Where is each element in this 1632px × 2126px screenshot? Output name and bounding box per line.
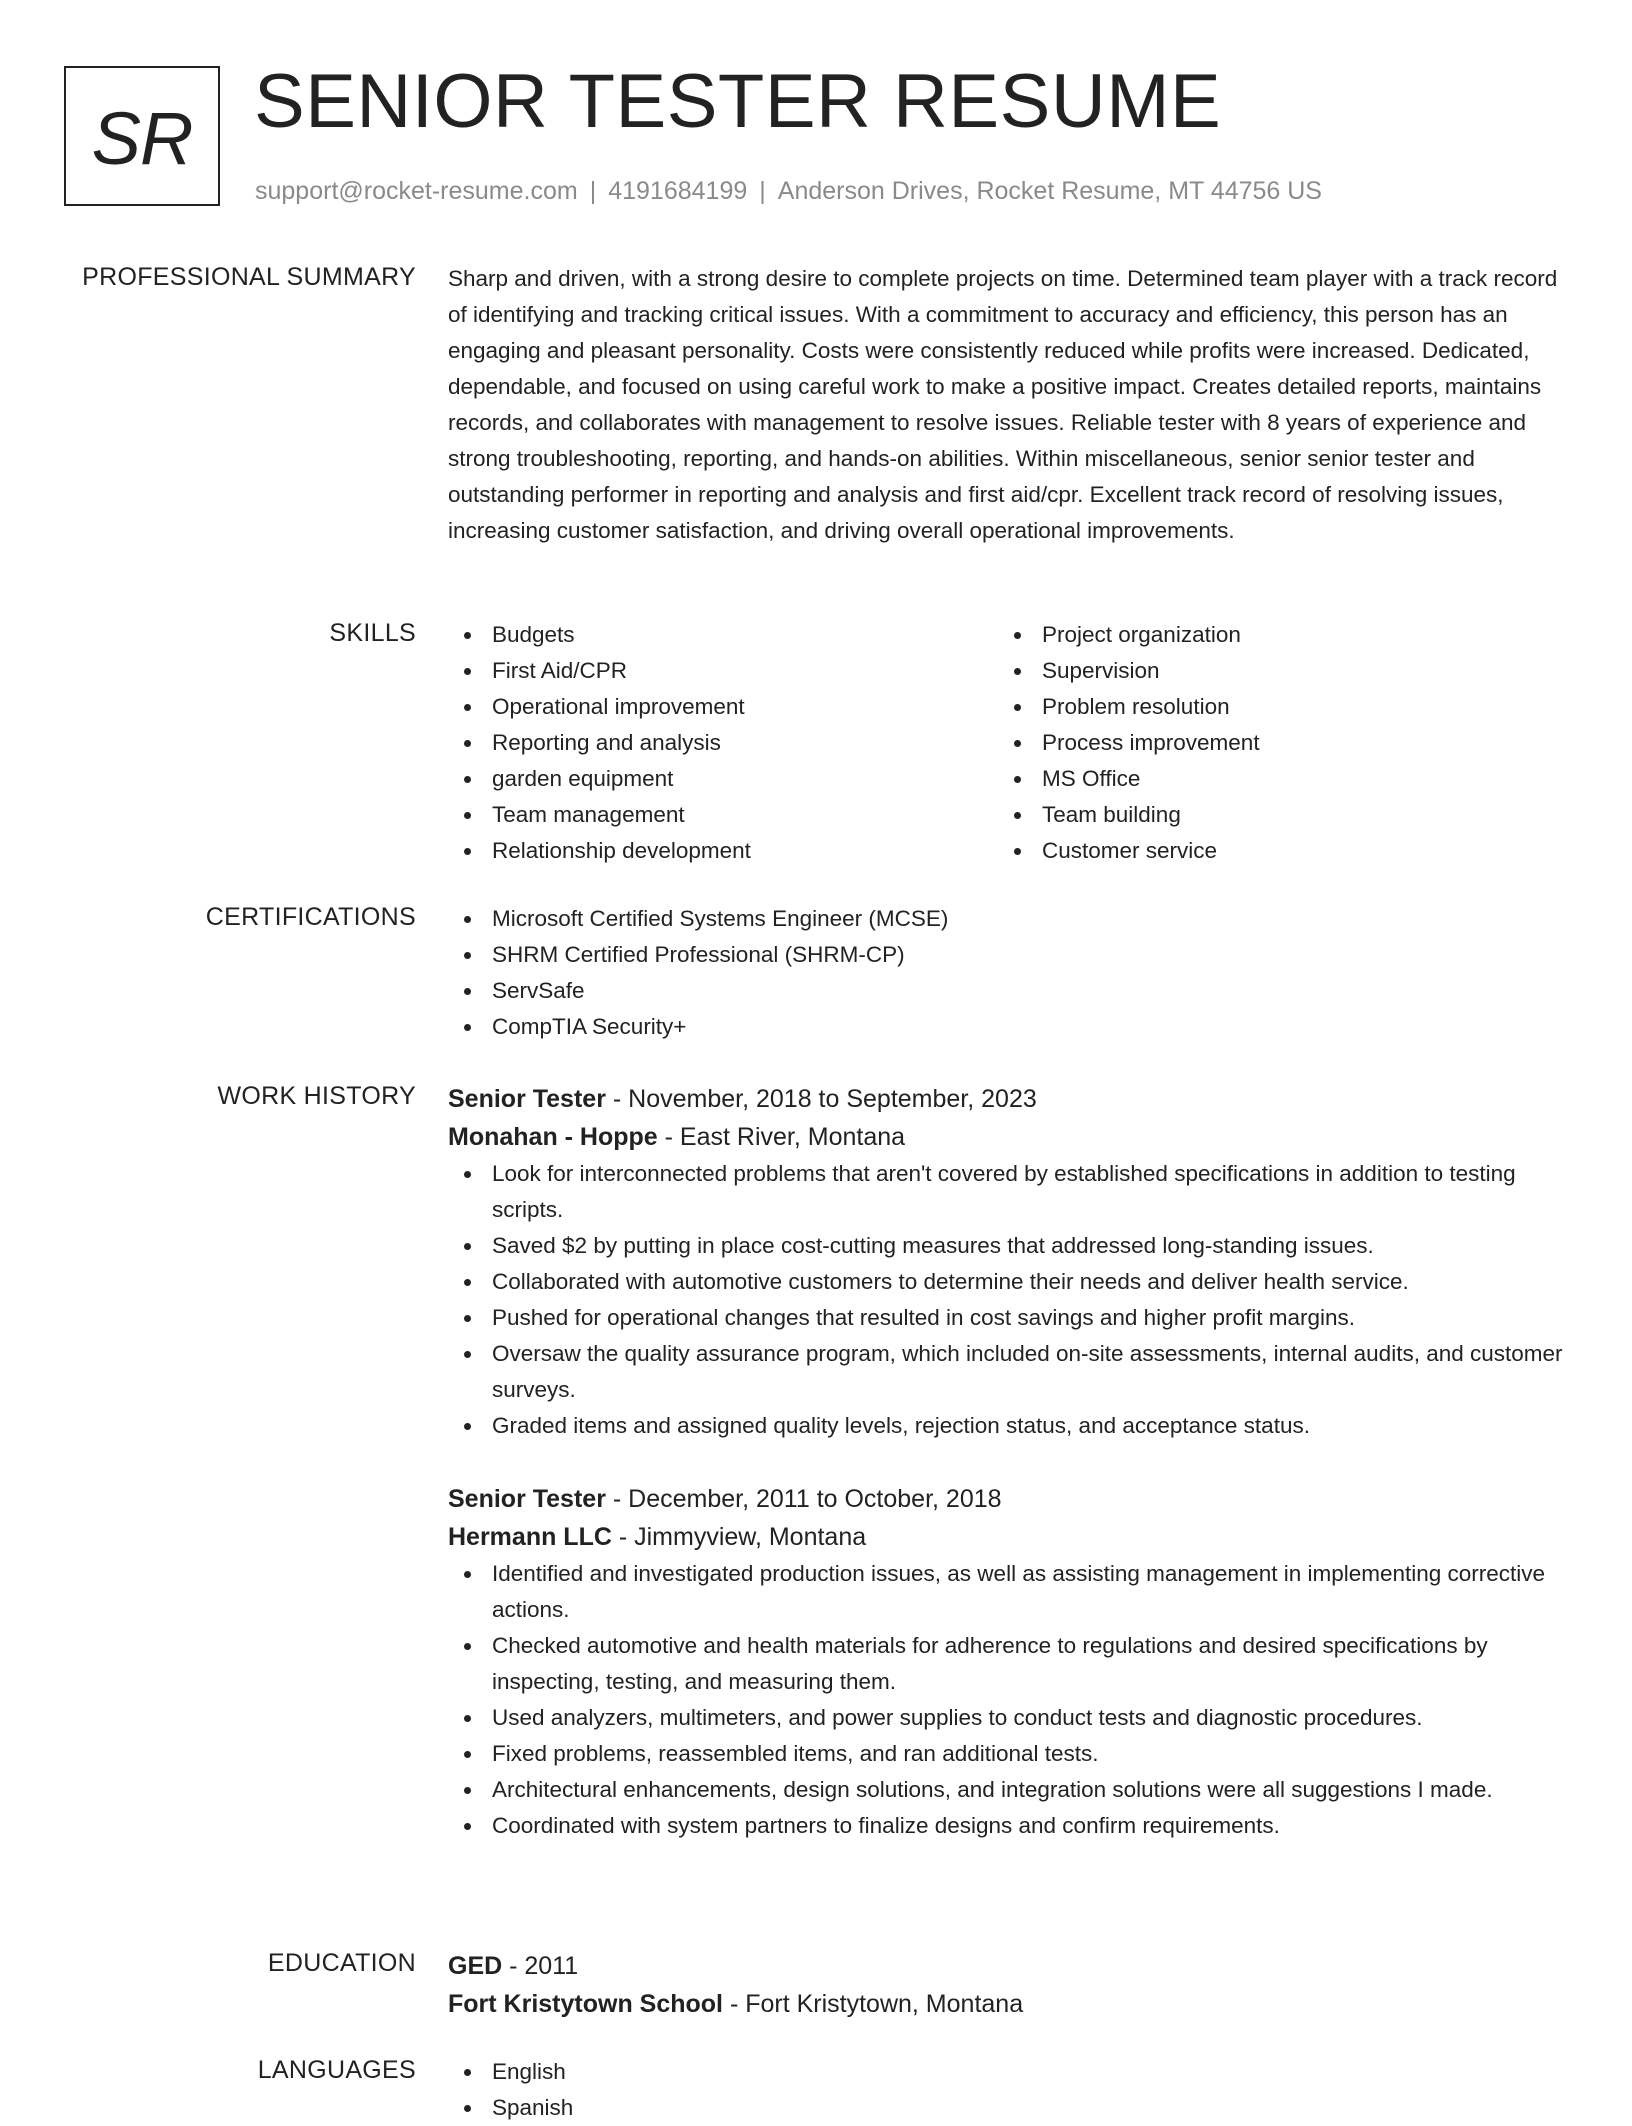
monogram-initials: SR xyxy=(91,96,193,180)
job-title-line xyxy=(448,1080,1570,1118)
section-label-languages: LANGUAGES xyxy=(257,2056,416,2084)
education-location: - Fort Kristytown, Montana xyxy=(723,1990,1024,2018)
job-company-line xyxy=(448,1518,1570,1556)
list-item: Customer service xyxy=(998,833,1548,869)
job-duties-list xyxy=(448,1556,1570,1844)
list-item: English xyxy=(448,2054,1570,2090)
skills-grid xyxy=(448,617,1570,869)
list-item: CompTIA Security+ xyxy=(448,1009,1570,1045)
section-label-work-history: WORK HISTORY xyxy=(217,1082,416,1110)
job-title: Senior Tester xyxy=(448,1485,606,1513)
job-duties-list xyxy=(448,1156,1570,1444)
summary-text: Sharp and driven, with a strong desire to complete projects on time. Determined team player with a track record of identifying and tracking critical issues. With a commitment to accuracy and efficiency, this person has an engaging and pleasant personality. Costs were consistently reduced while profits were increased. Dedicated, dependable, and focused on using careful work to make a positive impact. Creates detailed reports, maintains records, and collaborates with management to resolve issues. Reliable tester with 8 years of experience and strong troubleshooting, reporting, and hands-on abilities. Within miscellaneous, senior senior tester and outstanding performer in reporting and analysis and first aid/cpr. Excellent track record of resolving issues, increasing customer satisfaction, and driving overall operational improvements. xyxy=(448,266,1558,543)
list-item: Reporting and analysis xyxy=(448,725,998,761)
list-item: Project organization xyxy=(998,617,1548,653)
job-title-line xyxy=(448,1480,1570,1518)
languages-body xyxy=(448,2054,1570,2126)
contact-line xyxy=(255,176,1322,206)
job-dates: - December, 2011 to October, 2018 xyxy=(605,1485,1002,1513)
list-item: First Aid/CPR xyxy=(448,653,998,689)
list-item: Oversaw the quality assurance program, which included on-site assessments, internal audits, and customer surveys. xyxy=(448,1336,1570,1408)
list-item: Coordinated with system partners to finalize designs and confirm requirements. xyxy=(448,1808,1570,1844)
list-item: Saved $2 by putting in place cost-cutting measures that addressed long-standing issues. xyxy=(448,1228,1570,1264)
contact-address: Anderson Drives, Rocket Resume, MT 44756 US xyxy=(777,177,1322,205)
list-item: Fixed problems, reassembled items, and ran additional tests. xyxy=(448,1736,1570,1772)
skills-list-left xyxy=(448,617,998,869)
job-company: Monahan - Hoppe xyxy=(448,1123,658,1151)
education-school: Fort Kristytown School xyxy=(448,1990,723,2018)
list-item: Process improvement xyxy=(998,725,1548,761)
list-item: Graded items and assigned quality levels, rejection status, and acceptance status. xyxy=(448,1408,1570,1444)
contact-phone: 4191684199 xyxy=(608,177,748,205)
list-item: Supervision xyxy=(998,653,1548,689)
list-item: Identified and investigated production issues, as well as assisting management in implementing corrective actions. xyxy=(448,1556,1570,1628)
summary-body xyxy=(448,261,1570,549)
list-item: Microsoft Certified Systems Engineer (MCSE) xyxy=(448,901,1570,937)
work-history-body xyxy=(448,1080,1570,1844)
contact-separator: | xyxy=(589,177,597,205)
list-item: Team management xyxy=(448,797,998,833)
list-item: Operational improvement xyxy=(448,689,998,725)
list-item: Look for interconnected problems that aren't covered by established specifications in addition to testing scripts. xyxy=(448,1156,1570,1228)
list-item: Collaborated with automotive customers to determine their needs and deliver health service. xyxy=(448,1264,1570,1300)
job-location: - Jimmyview, Montana xyxy=(611,1523,867,1551)
job-title: Senior Tester xyxy=(448,1085,606,1113)
job-company-line xyxy=(448,1118,1570,1156)
list-item: Budgets xyxy=(448,617,998,653)
list-item: Architectural enhancements, design solutions, and integration solutions were all suggestions I made. xyxy=(448,1772,1570,1808)
list-item: Problem resolution xyxy=(998,689,1548,725)
section-label-skills: SKILLS xyxy=(329,619,416,647)
list-item: Relationship development xyxy=(448,833,998,869)
job-entry xyxy=(448,1080,1570,1444)
monogram-box xyxy=(64,66,220,206)
contact-email: support@rocket-resume.com xyxy=(255,177,578,205)
education-school-line xyxy=(448,1985,1570,2023)
page-title: SENIOR TESTER RESUME xyxy=(254,59,1222,144)
list-item: Pushed for operational changes that resulted in cost savings and higher profit margins. xyxy=(448,1300,1570,1336)
list-item: Spanish xyxy=(448,2090,1570,2126)
education-body xyxy=(448,1947,1570,2023)
certifications-body xyxy=(448,901,1570,1045)
section-label-certifications: CERTIFICATIONS xyxy=(205,903,416,931)
job-company: Hermann LLC xyxy=(448,1523,612,1551)
list-item: SHRM Certified Professional (SHRM-CP) xyxy=(448,937,1570,973)
list-item: Team building xyxy=(998,797,1548,833)
list-item: Checked automotive and health materials for adherence to regulations and desired specifications by inspecting, testing, and measuring them. xyxy=(448,1628,1570,1700)
list-item: Used analyzers, multimeters, and power supplies to conduct tests and diagnostic procedures. xyxy=(448,1700,1570,1736)
certifications-list xyxy=(448,901,1570,1045)
contact-separator: | xyxy=(759,177,766,205)
skills-body xyxy=(448,617,1570,869)
skills-list-right xyxy=(998,617,1548,869)
section-label-summary: PROFESSIONAL SUMMARY xyxy=(82,263,416,291)
education-degree: GED xyxy=(448,1952,503,1980)
education-degree-line xyxy=(448,1947,1570,1985)
list-item: MS Office xyxy=(998,761,1548,797)
job-entry xyxy=(448,1480,1570,1844)
list-item: garden equipment xyxy=(448,761,998,797)
languages-list xyxy=(448,2054,1570,2126)
list-item: ServSafe xyxy=(448,973,1570,1009)
section-label-education: EDUCATION xyxy=(267,1949,416,1977)
job-location: - East River, Montana xyxy=(657,1123,906,1151)
job-dates: - November, 2018 to September, 2023 xyxy=(605,1085,1037,1113)
education-year: - 2011 xyxy=(502,1952,579,1980)
